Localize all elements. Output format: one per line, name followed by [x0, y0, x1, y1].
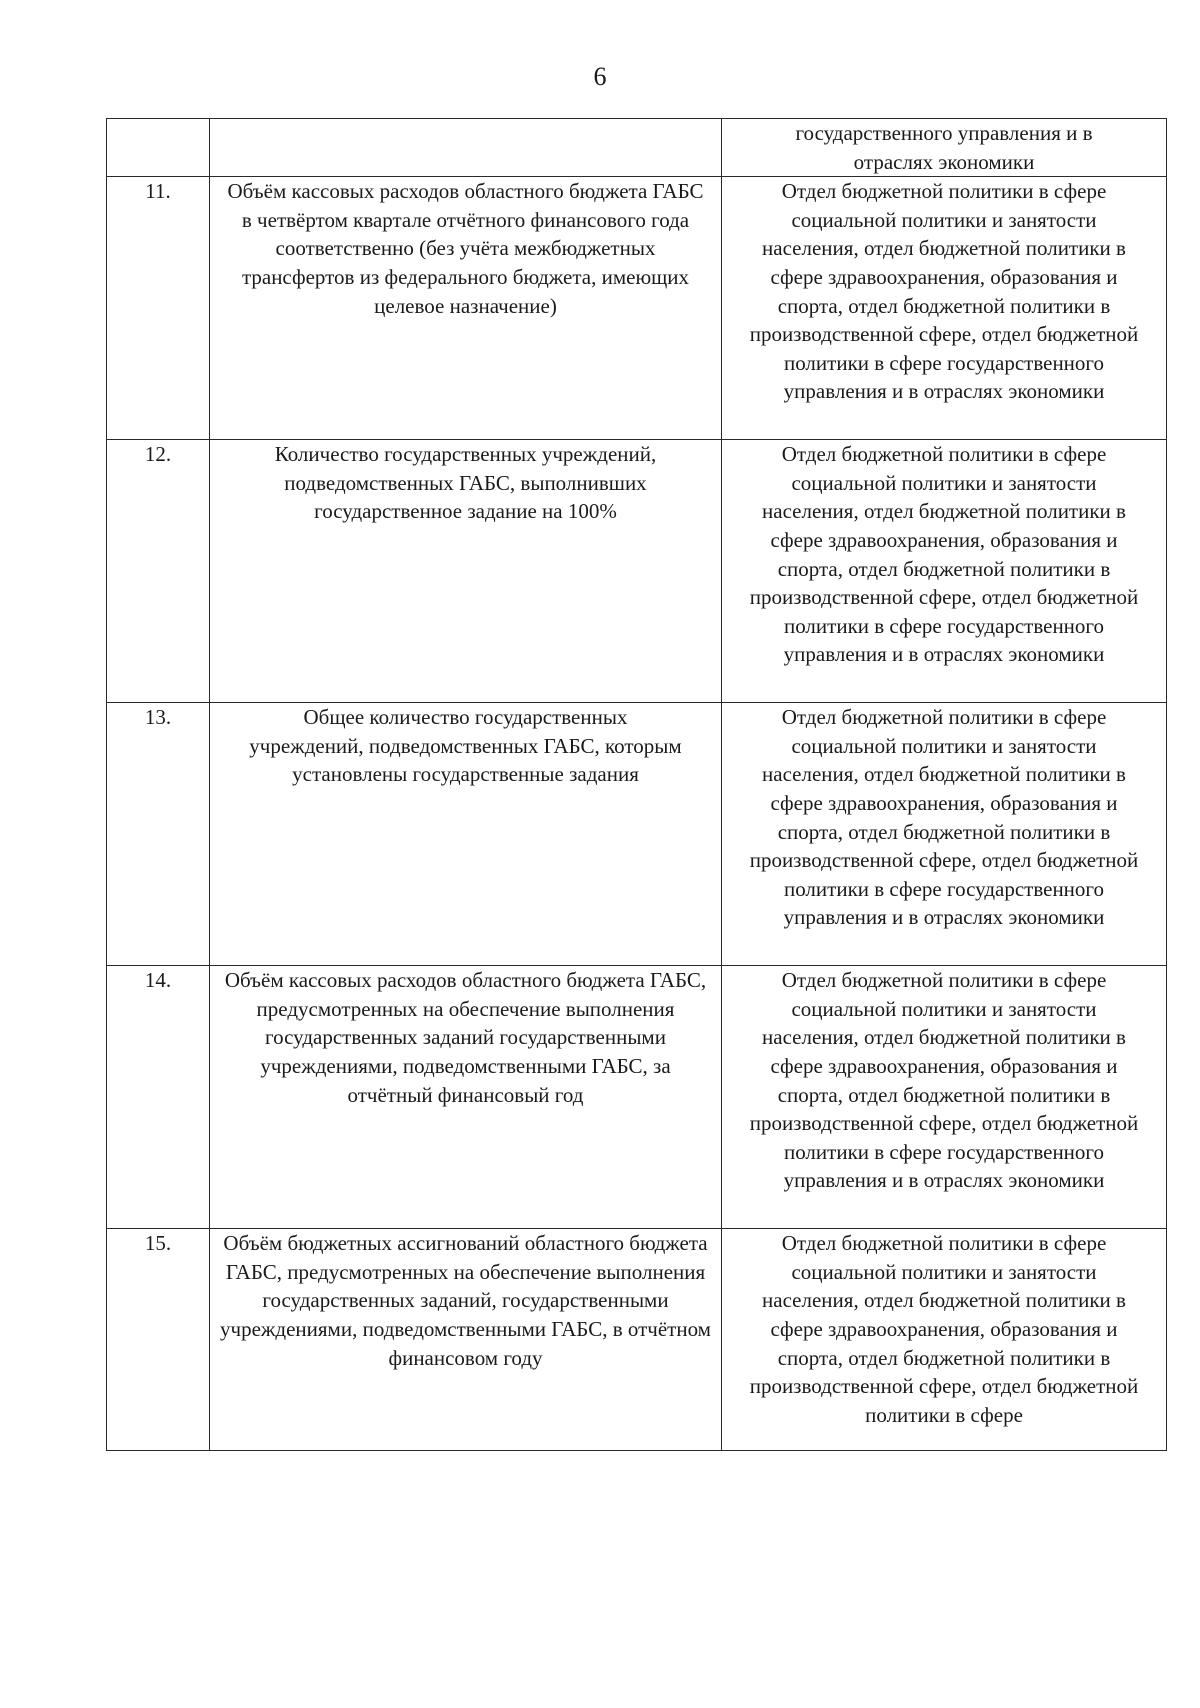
table-row-continuation: [107, 119, 1167, 177]
indicator-name: Объём бюджетных ассигнований областного бюджета ГАБС, предусмотренных на обеспечение выполнения государственных заданий, государственными учреждениями, подведомственными ГАБС, в отчётном финансовом году: [210, 1229, 722, 1451]
table-row: [107, 440, 1167, 703]
indicator-name: Объём кассовых расходов областного бюджета ГАБС в четвёртом квартале отчётного финансового года соответственно (без учёта межбюджетных трансфертов из федерального бюджета, имеющих целевое назначение): [210, 177, 722, 440]
row-number: [107, 119, 210, 177]
indicator-name: Количество государственных учреждений, подведомственных ГАБС, выполнивших государственное задание на 100%: [210, 440, 722, 703]
responsible-text: государственного управления и в отраслях экономики: [795, 121, 1093, 174]
responsible-department: Отдел бюджетной политики в сфере социальной политики и занятости населения, отдел бюджетной политики в сфере здравоохранения, образования и спорта, отдел бюджетной политики в производственной сфере, отдел бюджетной политики в сфере: [722, 1229, 1167, 1451]
responsible-department: Отдел бюджетной политики в сфере социальной политики и занятости населения, отдел бюджетной политики в сфере здравоохранения, образования и спорта, отдел бюджетной политики в производственной сфере, отдел бюджетной политики в сфере государственного управления и в отраслях экономики: [722, 440, 1167, 703]
responsible-department: Отдел бюджетной политики в сфере социальной политики и занятости населения, отдел бюджетной политики в сфере здравоохранения, образования и спорта, отдел бюджетной политики в производственной сфере, отдел бюджетной политики в сфере государственного управления и в отраслях экономики: [722, 703, 1167, 966]
row-number: 15.: [107, 1229, 210, 1451]
responsible-department: Отдел бюджетной политики в сфере социальной политики и занятости населения, отдел бюджетной политики в сфере здравоохранения, образования и спорта, отдел бюджетной политики в производственной сфере, отдел бюджетной политики в сфере государственного управления и в отраслях экономики: [722, 966, 1167, 1229]
indicator-name: [210, 119, 722, 177]
row-number: 13.: [107, 703, 210, 966]
indicator-name: Объём кассовых расходов областного бюджета ГАБС, предусмотренных на обеспечение выполнения государственных заданий государственными учреждениями, подведомственными ГАБС, за отчётный финансовый год: [210, 966, 722, 1229]
page-number: 6: [593, 62, 607, 91]
indicator-name: Общее количество государственных учреждений, подведомственных ГАБС, которым установлены государственные задания: [210, 703, 722, 966]
table-row: [107, 177, 1167, 440]
responsible-department: [722, 119, 1167, 177]
row-number: 14.: [107, 966, 210, 1229]
table-row: [107, 1229, 1167, 1451]
table-row: [107, 703, 1167, 966]
table-row: [107, 966, 1167, 1229]
indicators-table: [106, 118, 1167, 1451]
row-number: 12.: [107, 440, 210, 703]
row-number: 11.: [107, 177, 210, 440]
responsible-department: Отдел бюджетной политики в сфере социальной политики и занятости населения, отдел бюджетной политики в сфере здравоохранения, образования и спорта, отдел бюджетной политики в производственной сфере, отдел бюджетной политики в сфере государственного управления и в отраслях экономики: [722, 177, 1167, 440]
